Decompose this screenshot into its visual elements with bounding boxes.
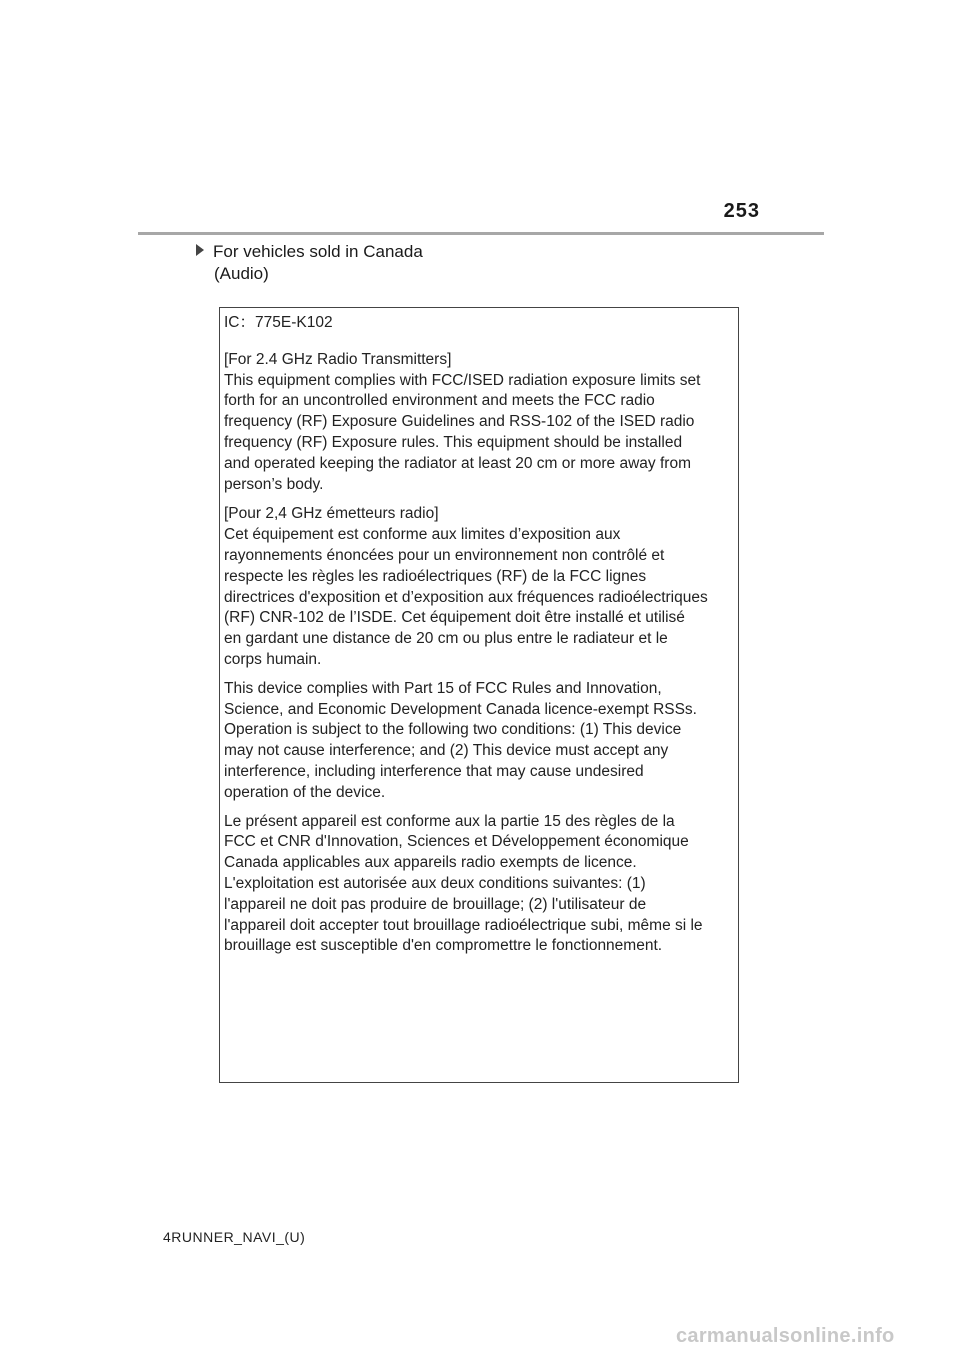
fr-radio-line: Cet équipement est conforme aux limites d’exposition aux [224,526,621,544]
fr-fcc-line: FCC et CNR d'Innovation, Sciences et Développement économique [224,833,689,851]
fr-radio-line: corps humain. [224,650,322,668]
header-divider [138,232,824,235]
fr-fcc-line: Canada applicables aux appareils radio exempts de licence. [224,854,637,872]
fr-radio-line: (RF) CNR-102 de l’ISDE. Cet équipement doit être installé et utilisé [224,609,685,627]
watermark: carmanualsonline.info [676,1325,895,1347]
section-heading-text: For vehicles sold in Canada [213,242,423,261]
section-heading [196,241,423,285]
regulatory-notice-box [219,307,739,1083]
ic-identifier: IC：775E-K102 [224,314,333,331]
en-fcc-line: This device complies with Part 15 of FCC Rules and Innovation, [224,679,662,697]
page-number: 253 [723,200,760,222]
fr-fcc-line: l'appareil ne doit pas produire de brouillage; (2) l'utilisateur de [224,895,647,913]
fr-radio-line: respecte les règles les radioélectriques (RF) de la FCC lignes [224,567,647,585]
en-radio-line: person’s body. [224,475,324,493]
en-radio-line: This equipment complies with FCC/ISED radiation exposure limits set [224,371,701,389]
en-radio-line: frequency (RF) Exposure Guidelines and RSS-102 of the ISED radio [224,413,695,431]
en-radio-line: frequency (RF) Exposure rules. This equipment should be installed [224,433,683,451]
en-radio-title: [For 2.4 GHz Radio Transmitters] [224,350,452,368]
en-fcc-line: operation of the device. [224,783,386,801]
fr-radio-line: directrices d'exposition et d’exposition aux fréquences radioélectriques [224,588,708,606]
en-radio-line: and operated keeping the radiator at least 20 cm or more away from [224,454,691,472]
section-subheading: (Audio) [214,264,269,283]
footer-model-code: 4RUNNER_NAVI_(U) [163,1229,306,1245]
fr-fcc-line: l'appareil doit accepter tout brouillage radioélectrique subi, même si le [224,916,703,934]
fr-radio-line: en gardant une distance de 20 cm ou plus entre le radiateur et le [224,630,668,648]
en-fcc-line: interference, including interference that may cause undesired [224,762,644,780]
fr-radio-title: [Pour 2,4 GHz émetteurs radio] [224,505,439,523]
en-fcc-line: Operation is subject to the following two conditions: (1) This device [224,721,682,739]
en-radio-line: forth for an uncontrolled environment and meets the FCC radio [224,392,655,410]
fr-fcc-line: L'exploitation est autorisée aux deux conditions suivantes: (1) [224,874,646,892]
en-fcc-line: Science, and Economic Development Canada licence-exempt RSSs. [224,700,697,718]
en-fcc-line: may not cause interference; and (2) This device must accept any [224,742,669,760]
fr-radio-line: rayonnements énoncées pour un environnement non contrôlé et [224,546,665,564]
triangle-bullet-icon [196,244,204,256]
fr-fcc-line: brouillage est susceptible d'en compromettre le fonctionnement. [224,937,663,955]
fr-fcc-line: Le présent appareil est conforme aux la partie 15 des règles de la [224,812,675,830]
